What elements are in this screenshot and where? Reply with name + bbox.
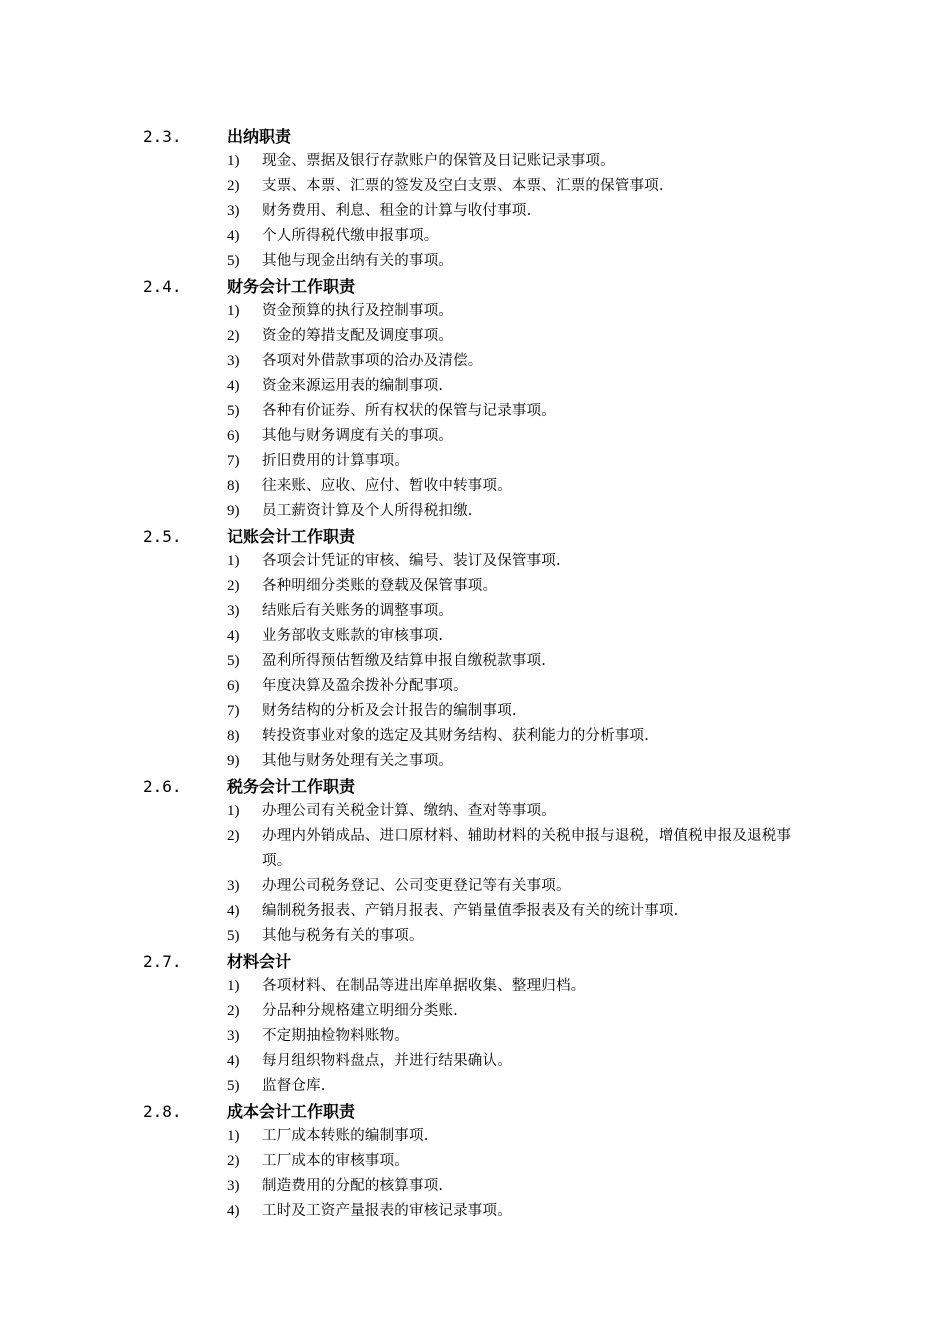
list-item: [0, 299, 950, 324]
list-item: [0, 649, 950, 674]
item-text: 财务结构的分析及会计报告的编制事项.: [262, 703, 517, 719]
section-title: 材料会计: [227, 952, 292, 971]
item-text: 制造费用的分配的核算事项.: [262, 1178, 444, 1194]
item-number: 4): [227, 1053, 240, 1069]
item-number: 8): [227, 478, 240, 494]
item-text: 业务部收支账款的审核事项.: [262, 628, 444, 644]
item-text: 不定期抽检物料账物。: [262, 1028, 409, 1044]
list-item: [0, 674, 950, 699]
item-number: 6): [227, 678, 240, 694]
item-number: 4): [227, 378, 240, 394]
section: [0, 774, 950, 949]
item-number: 5): [227, 1078, 240, 1094]
item-number: 2): [227, 328, 240, 344]
item-number: 6): [227, 428, 240, 444]
list-item: [0, 924, 950, 949]
item-number: 2): [227, 1003, 240, 1019]
list-item: [0, 174, 950, 199]
item-number: 1): [227, 1128, 240, 1144]
item-text: 结账后有关账务的调整事项。: [262, 603, 454, 619]
list-item: [0, 349, 950, 374]
section: [0, 124, 950, 274]
section: [0, 524, 950, 774]
item-number: 3): [227, 878, 240, 894]
section-heading: [0, 274, 950, 299]
list-item: [0, 624, 950, 649]
item-text: 转投资事业对象的选定及其财务结构、获利能力的分析事项.: [262, 728, 650, 744]
item-text: 资金预算的执行及控制事项。: [262, 303, 454, 319]
item-text: 办理公司税务登记、公司变更登记等有关事项。: [262, 878, 571, 894]
item-number: 4): [227, 628, 240, 644]
item-text: 各种明细分类账的登载及保管事项。: [262, 578, 498, 594]
item-number: 7): [227, 703, 240, 719]
item-text: 办理内外销成品、进口原材料、辅助材料的关税申报与退税，增值税申报及退税事项。: [262, 828, 792, 869]
list-item: [0, 749, 950, 774]
item-text: 工厂成本转账的编制事项.: [262, 1128, 429, 1144]
item-number: 9): [227, 503, 240, 519]
list-item: [0, 599, 950, 624]
item-number: 5): [227, 653, 240, 669]
item-number: 5): [227, 253, 240, 269]
item-text: 监督仓库.: [262, 1078, 326, 1094]
item-number: 2): [227, 178, 240, 194]
item-number: 1): [227, 153, 240, 169]
item-text: 财务费用、利息、租金的计算与收付事项.: [262, 203, 532, 219]
item-text: 各项会计凭证的审核、编号、装订及保管事项.: [262, 553, 561, 569]
document-page: [0, 124, 950, 1224]
item-text: 分品种分规格建立明细分类账.: [262, 1003, 458, 1019]
section-number: 2.7.: [143, 952, 182, 971]
list-item: [0, 1124, 950, 1149]
item-number: 3): [227, 603, 240, 619]
item-text: 其他与现金出纳有关的事项。: [262, 253, 454, 269]
item-text: 员工薪资计算及个人所得税扣缴.: [262, 503, 473, 519]
item-text: 每月组织物料盘点，并进行结果确认。: [262, 1053, 512, 1069]
list-item: [0, 249, 950, 274]
item-number: 4): [227, 228, 240, 244]
section-number: 2.3.: [143, 127, 182, 146]
list-item: [0, 899, 950, 924]
item-text: 支票、本票、汇票的签发及空白支票、本票、汇票的保管事项.: [262, 178, 664, 194]
item-text: 工厂成本的审核事项。: [262, 1153, 409, 1169]
section-heading: [0, 524, 950, 549]
list-item: [0, 874, 950, 899]
list-item: [0, 974, 950, 999]
item-number: 2): [227, 1153, 240, 1169]
section: [0, 1099, 950, 1224]
item-number: 4): [227, 1203, 240, 1219]
list-item: [0, 224, 950, 249]
section-heading: [0, 1099, 950, 1124]
list-item: [0, 799, 950, 824]
item-text: 各项材料、在制品等进出库单据收集、整理归档。: [262, 978, 586, 994]
section-title: 出纳职责: [227, 127, 292, 146]
item-number: 1): [227, 803, 240, 819]
item-number: 8): [227, 728, 240, 744]
list-item: [0, 1024, 950, 1049]
list-item: [0, 324, 950, 349]
item-number: 5): [227, 403, 240, 419]
item-number: 3): [227, 203, 240, 219]
list-item: [0, 474, 950, 499]
item-number: 5): [227, 928, 240, 944]
item-text: 盈利所得预估暂缴及结算申报自缴税款事项.: [262, 653, 547, 669]
section-title: 税务会计工作职责: [227, 777, 356, 796]
item-text: 其他与税务有关的事项。: [262, 928, 424, 944]
section-number: 2.5.: [143, 527, 182, 546]
item-number: 3): [227, 1028, 240, 1044]
item-text: 其他与财务处理有关之事项。: [262, 753, 454, 769]
item-text: 资金来源运用表的编制事项.: [262, 378, 444, 394]
list-item: [0, 1149, 950, 1174]
item-number: 3): [227, 353, 240, 369]
list-item: [0, 499, 950, 524]
item-text: 工时及工资产量报表的审核记录事项。: [262, 1203, 512, 1219]
section-title: 成本会计工作职责: [227, 1102, 356, 1121]
item-text: 资金的筹措支配及调度事项。: [262, 328, 454, 344]
item-number: 2): [227, 578, 240, 594]
item-text: 折旧费用的计算事项。: [262, 453, 409, 469]
list-item: [0, 1049, 950, 1074]
list-item: [0, 999, 950, 1024]
item-number: 2): [227, 828, 240, 844]
list-item: [0, 549, 950, 574]
item-number: 9): [227, 753, 240, 769]
section-title: 记账会计工作职责: [227, 527, 356, 546]
list-item: [0, 149, 950, 174]
section-heading: [0, 124, 950, 149]
item-number: 4): [227, 903, 240, 919]
section-title: 财务会计工作职责: [227, 277, 356, 296]
item-text: 往来账、应收、应付、暂收中转事项。: [262, 478, 512, 494]
list-item: [0, 1174, 950, 1199]
item-text: 办理公司有关税金计算、缴纳、查对等事项。: [262, 803, 556, 819]
item-text: 各项对外借款事项的洽办及清偿。: [262, 353, 483, 369]
item-text: 个人所得税代缴申报事项。: [262, 228, 439, 244]
section: [0, 274, 950, 524]
list-item: [0, 699, 950, 724]
section-heading: [0, 774, 950, 799]
item-number: 3): [227, 1178, 240, 1194]
item-text: 其他与财务调度有关的事项。: [262, 428, 454, 444]
item-text: 现金、票据及银行存款账户的保管及日记账记录事项。: [262, 153, 615, 169]
list-item: [0, 399, 950, 424]
list-item: [0, 374, 950, 399]
item-text: 各种有价证券、所有权状的保管与记录事项。: [262, 403, 556, 419]
list-item: [0, 449, 950, 474]
section-heading: [0, 949, 950, 974]
section-number: 2.8.: [143, 1102, 182, 1121]
list-item: [0, 824, 950, 874]
item-text: 编制税务报表、产销月报表、产销量值季报表及有关的统计事项.: [262, 903, 679, 919]
list-item: [0, 724, 950, 749]
list-item: [0, 574, 950, 599]
item-number: 1): [227, 303, 240, 319]
list-item: [0, 1074, 950, 1099]
section-number: 2.6.: [143, 777, 182, 796]
item-number: 1): [227, 553, 240, 569]
section: [0, 949, 950, 1099]
section-number: 2.4.: [143, 277, 182, 296]
item-number: 1): [227, 978, 240, 994]
item-text: 年度决算及盈余拨补分配事项。: [262, 678, 468, 694]
list-item: [0, 1199, 950, 1224]
item-number: 7): [227, 453, 240, 469]
list-item: [0, 199, 950, 224]
list-item: [0, 424, 950, 449]
